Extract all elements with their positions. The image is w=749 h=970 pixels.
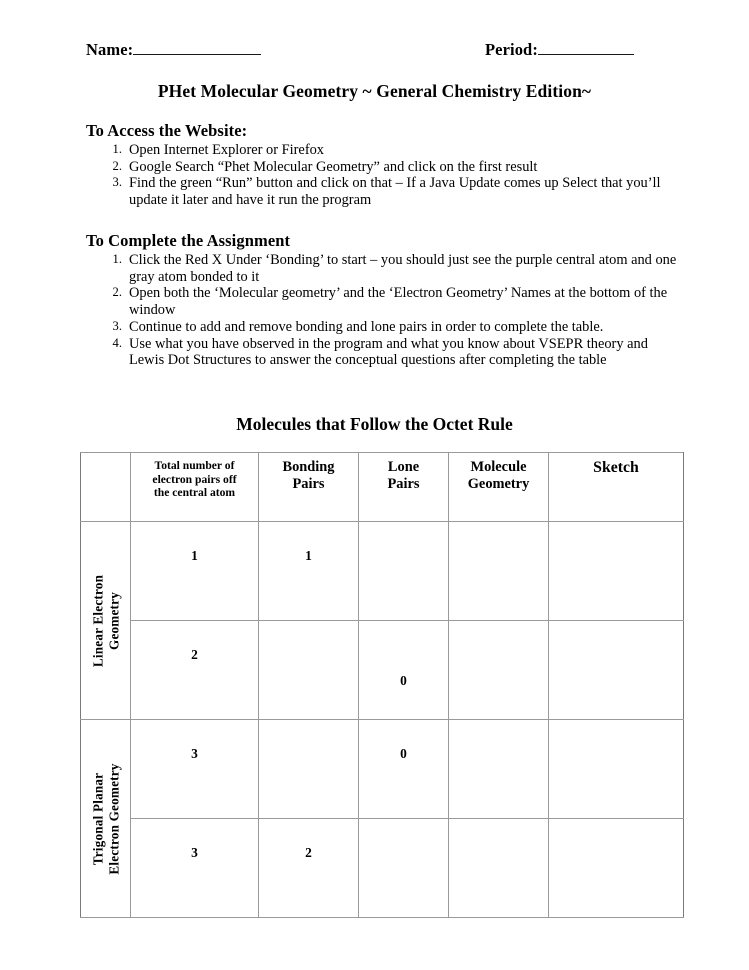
cell-value xyxy=(359,522,448,548)
list-item xyxy=(86,285,686,318)
column-header-lone-pairs xyxy=(359,453,449,522)
cell-lone-pairs[interactable] xyxy=(359,522,449,621)
header-line-1: Total number of xyxy=(154,459,235,472)
list-item-number: 3. xyxy=(112,318,122,333)
cell-value: 1 xyxy=(305,548,312,563)
list-item-number: 3. xyxy=(112,175,122,190)
cell-molecule-geometry[interactable] xyxy=(449,522,549,621)
list-item-number: 2. xyxy=(112,158,122,173)
header-line-1: Sketch xyxy=(593,459,639,476)
cell-value xyxy=(449,621,548,647)
cell-value xyxy=(549,621,683,647)
cell-bonding-pairs[interactable] xyxy=(259,819,359,918)
cell-value xyxy=(449,522,548,548)
cell-value xyxy=(359,819,448,845)
period-field-group xyxy=(485,40,634,60)
list-item-text: Open both the ‘Molecular geometry’ and the ‘Electron Geometry’ Names at the bottom of the window xyxy=(129,285,668,319)
octet-rule-table xyxy=(80,452,684,918)
list-item-number: 1. xyxy=(112,252,122,266)
cell-bonding-pairs[interactable] xyxy=(259,522,359,621)
cell-value: 3 xyxy=(191,845,198,860)
section-complete-assignment xyxy=(86,231,686,369)
name-field-group xyxy=(86,40,261,60)
cell-value xyxy=(549,819,683,845)
header-line-3: the central atom xyxy=(153,486,236,500)
list-item xyxy=(86,175,686,208)
list-item-number: 2. xyxy=(112,285,122,300)
list-item-text: Find the green “Run” button and click on that – If a Java Update comes up Select that you’ll update it later and have it run the program xyxy=(129,175,661,209)
cell-total-pairs[interactable] xyxy=(131,720,259,819)
header-line-2: Pairs xyxy=(292,475,325,492)
cell-molecule-geometry[interactable] xyxy=(449,819,549,918)
row-group-label-line-1: Linear Electron xyxy=(89,574,105,667)
row-group-label-line-1: Trigonal Planar xyxy=(89,772,105,865)
list-item-text: Use what you have observed in the program and what you know about VSEPR theory and Lewis Dot Structures to answer the conceptual questions after completing the table xyxy=(129,335,648,369)
table-header-row xyxy=(81,453,684,522)
column-header-sketch xyxy=(549,453,684,522)
cell-total-pairs[interactable] xyxy=(131,819,259,918)
column-header-blank xyxy=(81,453,131,522)
header-line-2: electron pairs off xyxy=(152,472,237,486)
name-label: Name: xyxy=(86,40,134,59)
header-line-1: Lone xyxy=(387,459,420,475)
section-access-website xyxy=(86,121,686,209)
section-heading-access: To Access the Website: xyxy=(86,121,248,140)
list-item-text: Continue to add and remove bonding and lone pairs in order to complete the table. xyxy=(129,318,604,335)
cell-bonding-pairs[interactable] xyxy=(259,720,359,819)
cell-bonding-pairs[interactable] xyxy=(259,621,359,720)
cell-value xyxy=(449,720,548,746)
cell-total-pairs[interactable] xyxy=(131,522,259,621)
cell-value xyxy=(259,621,358,647)
row-group-label-line-2: Electron Geometry xyxy=(105,762,121,875)
list-item-number: 4. xyxy=(112,335,122,350)
cell-lone-pairs[interactable] xyxy=(359,720,449,819)
cell-total-pairs[interactable] xyxy=(131,621,259,720)
cell-sketch[interactable] xyxy=(549,819,684,918)
list-item xyxy=(86,142,686,159)
name-write-in-blank[interactable] xyxy=(133,40,261,55)
table-caption: Molecules that Follow the Octet Rule xyxy=(236,414,513,434)
cell-sketch[interactable] xyxy=(549,522,684,621)
list-item-text: Google Search “Phet Molecular Geometry” and click on the first result xyxy=(129,158,538,175)
header-line-2: Pairs xyxy=(387,475,420,492)
table-row xyxy=(81,621,684,720)
cell-lone-pairs[interactable] xyxy=(359,621,449,720)
cell-value: 2 xyxy=(191,647,198,662)
table-row xyxy=(81,720,684,819)
list-item-text: Open Internet Explorer or Firefox xyxy=(129,142,325,158)
cell-value: 2 xyxy=(305,845,312,860)
document-title: PHet Molecular Geometry ~ General Chemistry Edition~ xyxy=(157,81,592,101)
access-steps-list xyxy=(86,142,686,209)
cell-molecule-geometry[interactable] xyxy=(449,621,549,720)
list-item xyxy=(86,252,686,285)
table-row xyxy=(81,819,684,918)
student-info-line xyxy=(86,40,666,64)
cell-value xyxy=(549,720,683,746)
cell-lone-pairs[interactable] xyxy=(359,819,449,918)
cell-value xyxy=(259,720,358,746)
cell-value: 3 xyxy=(191,746,198,761)
cell-sketch[interactable] xyxy=(549,720,684,819)
row-group-label-linear xyxy=(81,522,131,720)
column-header-molecule-geometry xyxy=(449,453,549,522)
table-row xyxy=(81,522,684,621)
cell-value xyxy=(549,522,683,548)
cell-value: 1 xyxy=(191,548,198,563)
list-item xyxy=(86,319,686,336)
list-item-number: 1. xyxy=(112,142,122,156)
cell-molecule-geometry[interactable] xyxy=(449,720,549,819)
column-header-total-pairs xyxy=(131,453,259,522)
cell-value: 0 xyxy=(400,673,407,688)
column-header-bonding-pairs xyxy=(259,453,359,522)
row-group-label-trigonal-planar xyxy=(81,720,131,918)
list-item xyxy=(86,159,686,176)
header-line-1: Bonding xyxy=(282,459,335,475)
cell-value: 0 xyxy=(400,746,407,761)
header-line-1: Molecule xyxy=(470,459,527,475)
list-item-text: Click the Red X Under ‘Bonding’ to start – you should just see the purple central atom and one gray atom bonded to it xyxy=(129,252,677,285)
cell-sketch[interactable] xyxy=(549,621,684,720)
list-item xyxy=(86,336,686,369)
period-label: Period: xyxy=(485,40,538,59)
cell-value xyxy=(449,819,548,845)
period-write-in-blank[interactable] xyxy=(538,40,634,55)
row-group-label-line-2: Geometry xyxy=(105,591,121,650)
header-line-2: Geometry xyxy=(467,475,530,492)
assignment-steps-list xyxy=(86,252,686,369)
section-heading-complete: To Complete the Assignment xyxy=(86,231,291,250)
